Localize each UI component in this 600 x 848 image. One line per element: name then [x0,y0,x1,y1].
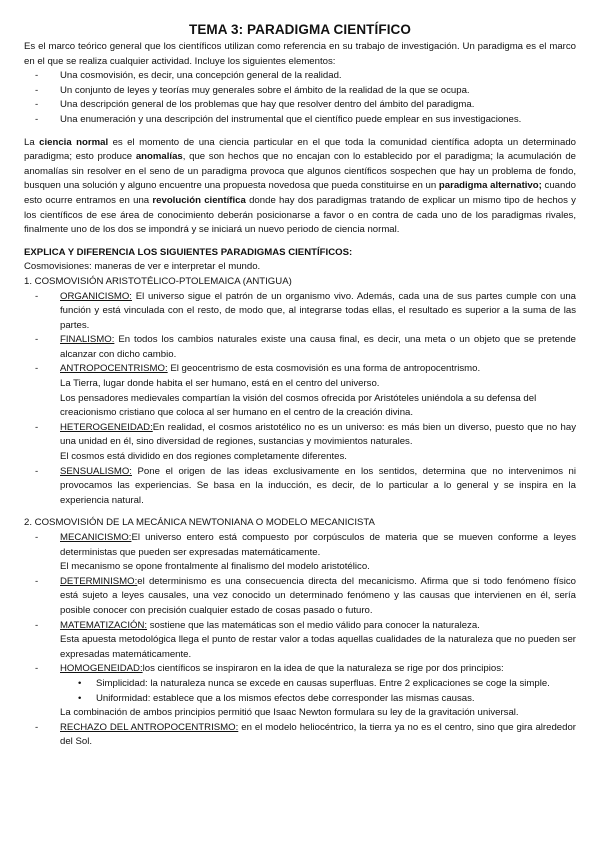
list-item-matematizacion: - MATEMATIZACIÓN: sostiene que las matemáticas son el medio válido para conocer la naturaleza. Esta apuesta metodológica llega el punto de restar valor a todas aquellas cualidades de la naturaleza que no pueden ser expresadas matemáticamente. [35,619,576,660]
term-label: ORGANICISMO: [60,290,132,302]
term-label: MATEMATIZACIÓN: [60,619,148,631]
term-alternative-paradigm: paradigma alternativo; [438,180,542,192]
list-item: - Una cosmovisión, es decir, una concepción general de la realidad. [35,70,342,82]
term-label: HOMOGENEIDAD: [60,663,143,675]
list-item-homogeneidad: - HOMOGENEIDAD:los científicos se inspiraron en la idea de que la naturaleza se rige por dos principios: • Simplicidad: la naturaleza nunca se excede en causas superfluas. Entre 2 explicaciones se coge la simple. • Uniformidad: establece que a los mismos efectos debe corresponder las mismas causas. La combinación de ambos principios permitió que Isaac Newton formulara su ley de la gravitación universal. [24,662,576,720]
term-label: ANTROPOCENTRISMO: [60,363,168,375]
section1-heading: 1. COSMOVISIÓN ARISTOTÉLICO-PTOLEMAICA (ANTIGUA) [24,275,292,287]
list-item-finalismo: - FINALISMO: En todos los cambios naturales existe una causa final, es decir, una meta o un objeto que se pretende alcanzar con dicho cambio. [35,334,576,360]
term-label: MECANICISMO: [60,532,132,543]
section1-list [24,290,576,509]
list-item-organicismo: - ORGANICISMO: El universo sigue el patrón de un organismo vivo. Además, cada una de sus partes cumple con una función y está vinculada con el resto, de modo que, al integrarse todas ellas, el resultado es superior a la suma de las partes. [35,290,576,331]
list-item: - Un conjunto de leyes y teorías muy generales sobre el ámbito de la realidad de la que se ocupa. [35,84,470,96]
term-label: FINALISMO: [60,334,115,346]
term-label: DETERMINISMO: [60,575,138,587]
list-item-heterogeneidad: - HETEROGENEIDAD:En realidad, el cosmos aristotélico no es un universo: es más bien un diverso, puesto que no hay una unidad en él, sino diversidad de regiones, sustancias y movimientos naturales. El cosmos está dividido en dos regiones completamente diferentes. [35,421,576,463]
list-item-antropocentrismo: - ANTROPOCENTRISMO: El geocentrismo de esta cosmovisión es una forma de antropocentrismo. La Tierra, lugar donde habita el ser humano, está en el centro del universo. Los pensadores medievales compartían la visión del cosmos ofrecida por Aristóteles uniéndola a su defensa del creacionismo cristiano que coloca al ser humano en el centro de la creación divina. [35,363,537,419]
term-anomalies: anomalías [135,151,183,163]
term-scientific-revolution: revolución científica [152,194,246,206]
section2-heading: 2. COSMOVISIÓN DE LA MECÁNICA NEWTONIANA O MODELO MECANICISTA [24,517,375,529]
principles-list [60,677,576,706]
elements-list [24,69,576,127]
cosmovision-definition: Cosmovisiones: maneras de ver e interpretar el mundo. [24,261,261,273]
section-heading: EXPLICA Y DIFERENCIA LOS SIGUIENTES PARADIGMAS CIENTÍFICOS: [24,246,353,258]
term-label: HETEROGENEIDAD: [60,421,153,433]
section2-list [24,531,576,750]
term-label: RECHAZO DEL ANTROPOCENTRISMO: [60,721,239,733]
term-normal-science: ciencia normal [39,136,109,148]
normal-science-paragraph: La ciencia normal es el momento de una ciencia particular en el que toda la comunidad científica adopta un determinado paradigma; esto produce anomalías, que son hechos que no encajan con lo establecido por el paradigma; la acumulación de anomalías sin resolver en el seno de un paradigma provoca que algunos científicos sospechen que hay un problema de fondo, busquen una solución y alguno encuentre una propuesta novedosa que pueda constituirse en un paradigma alternativo; cuando esto ocurre entramos en una revolución científica donde hay dos paradigmas tratando de explicar un mismo tipo de hechos y los científicos de ese área de conocimiento deberán posicionarse a favor o en contra de cada uno de los paradigmas rivales, finalmente uno de los dos se impondrá y se iniciará un nuevo periodo de ciencia normal. [24,136,576,236]
page-title: TEMA 3: PARADIGMA CIENTÍFICO [188,22,412,37]
list-item-mecanicismo: - MECANICISMO:El universo entero está compuesto por corpúsculos de materia que se mueven conforme a leyes deterministas que pueden ser expresadas matemáticamente. El mecanismo se opone frontalmente al finalismo del modelo aristotélico. [35,532,576,573]
bullet-item-simplicidad: • Simplicidad: la naturaleza nunca se excede en causas superfluas. Entre 2 explicaciones se coge la simple. [78,677,550,689]
bullet-item-uniformidad: • Uniformidad: establece que a los mismos efectos debe corresponder las mismas causas. [78,692,475,704]
list-item-sensualismo: - SENSUALISMO: Pone el origen de las ideas exclusivamente en los sentidos, determina que no intervenimos ni provocamos las experiencias. Se basa en la inducción, es decir, de lo particular a lo general y se inspira en la experiencia natural. [35,465,576,506]
list-item: - Una descripción general de los problemas que hay que resolver dentro del ámbito del paradigma. [35,99,475,111]
list-item-determinismo: - DETERMINISMO:el determinismo es una consecuencia directa del mecanicismo. Afirma que si todo fenómeno físico está sujeto a leyes causales, una vez conocido un determinado fenómeno y las causas que intervienen en él, sería posible conocer con precisión cualquier estado de cosas pasado o futuro. [35,575,576,616]
list-item: - Una enumeración y una descripción del instrumental que el científico puede emplear en sus investigaciones. [35,113,522,125]
list-item-rechazo-antropocentrismo: - RECHAZO DEL ANTROPOCENTRISMO: en el modelo heliocéntrico, la tierra ya no es el centro, sino que gira alrededor del Sol. [35,721,577,748]
term-label: SENSUALISMO: [60,465,132,477]
intro-paragraph: Es el marco teórico general que los científicos utilizan como referencia en su trabajo de investigación. Un paradigma es el marco en el que se realiza cualquier actividad. Incluye los siguientes elementos: [24,41,576,67]
